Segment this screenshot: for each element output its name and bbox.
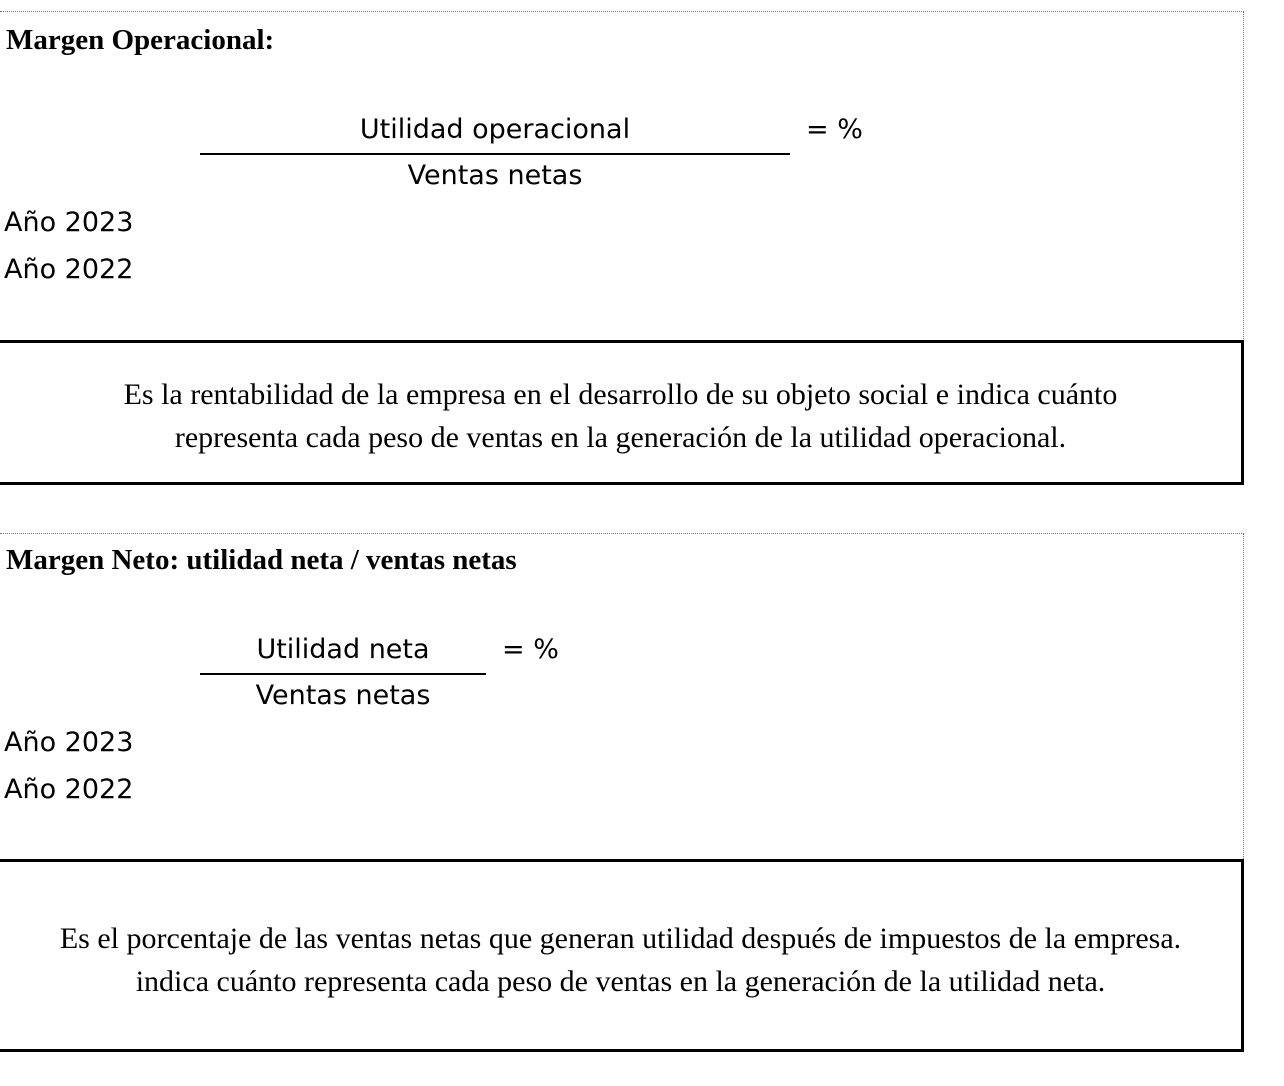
margen-neto-numerator: Utilidad neta <box>256 634 430 665</box>
margen-operacional-year-2022: Año 2022 <box>4 254 134 285</box>
margen-neto-section <box>0 533 1244 861</box>
margen-neto-description-line: Es el porcentaje de las ventas netas que generan utilidad después de impuestos de la empresa. <box>59 922 1182 955</box>
margen-neto-denominator: Ventas netas <box>255 680 431 711</box>
margen-operacional-denominator: Ventas netas <box>407 160 583 191</box>
margen-operacional-numerator: Utilidad operacional <box>359 114 631 145</box>
margen-neto-year-2022: Año 2022 <box>4 774 134 805</box>
margen-neto-equals: = % <box>502 634 559 665</box>
margen-operacional-description <box>0 340 1244 485</box>
margen-operacional-heading: Margen Operacional: <box>6 24 275 56</box>
margen-operacional-equals: = % <box>806 114 863 145</box>
margen-operacional-description-line: representa cada peso de ventas en la generación de la utilidad operacional. <box>174 421 1067 454</box>
margen-operacional-section <box>0 11 1244 341</box>
margen-operacional-year-2023: Año 2023 <box>4 207 134 238</box>
margen-neto-year-2023: Año 2023 <box>4 727 134 758</box>
margen-operacional-description-line: Es la rentabilidad de la empresa en el desarrollo de su objeto social e indica cuánto <box>123 378 1118 411</box>
margen-neto-heading: Margen Neto: utilidad neta / ventas netas <box>6 544 517 576</box>
margen-neto-description <box>0 859 1244 1052</box>
margen-operacional-fraction-line <box>200 153 790 155</box>
margen-neto-fraction-line <box>200 673 486 675</box>
margen-neto-description-line: indica cuánto representa cada peso de ventas en la generación de la utilidad neta. <box>135 965 1106 998</box>
